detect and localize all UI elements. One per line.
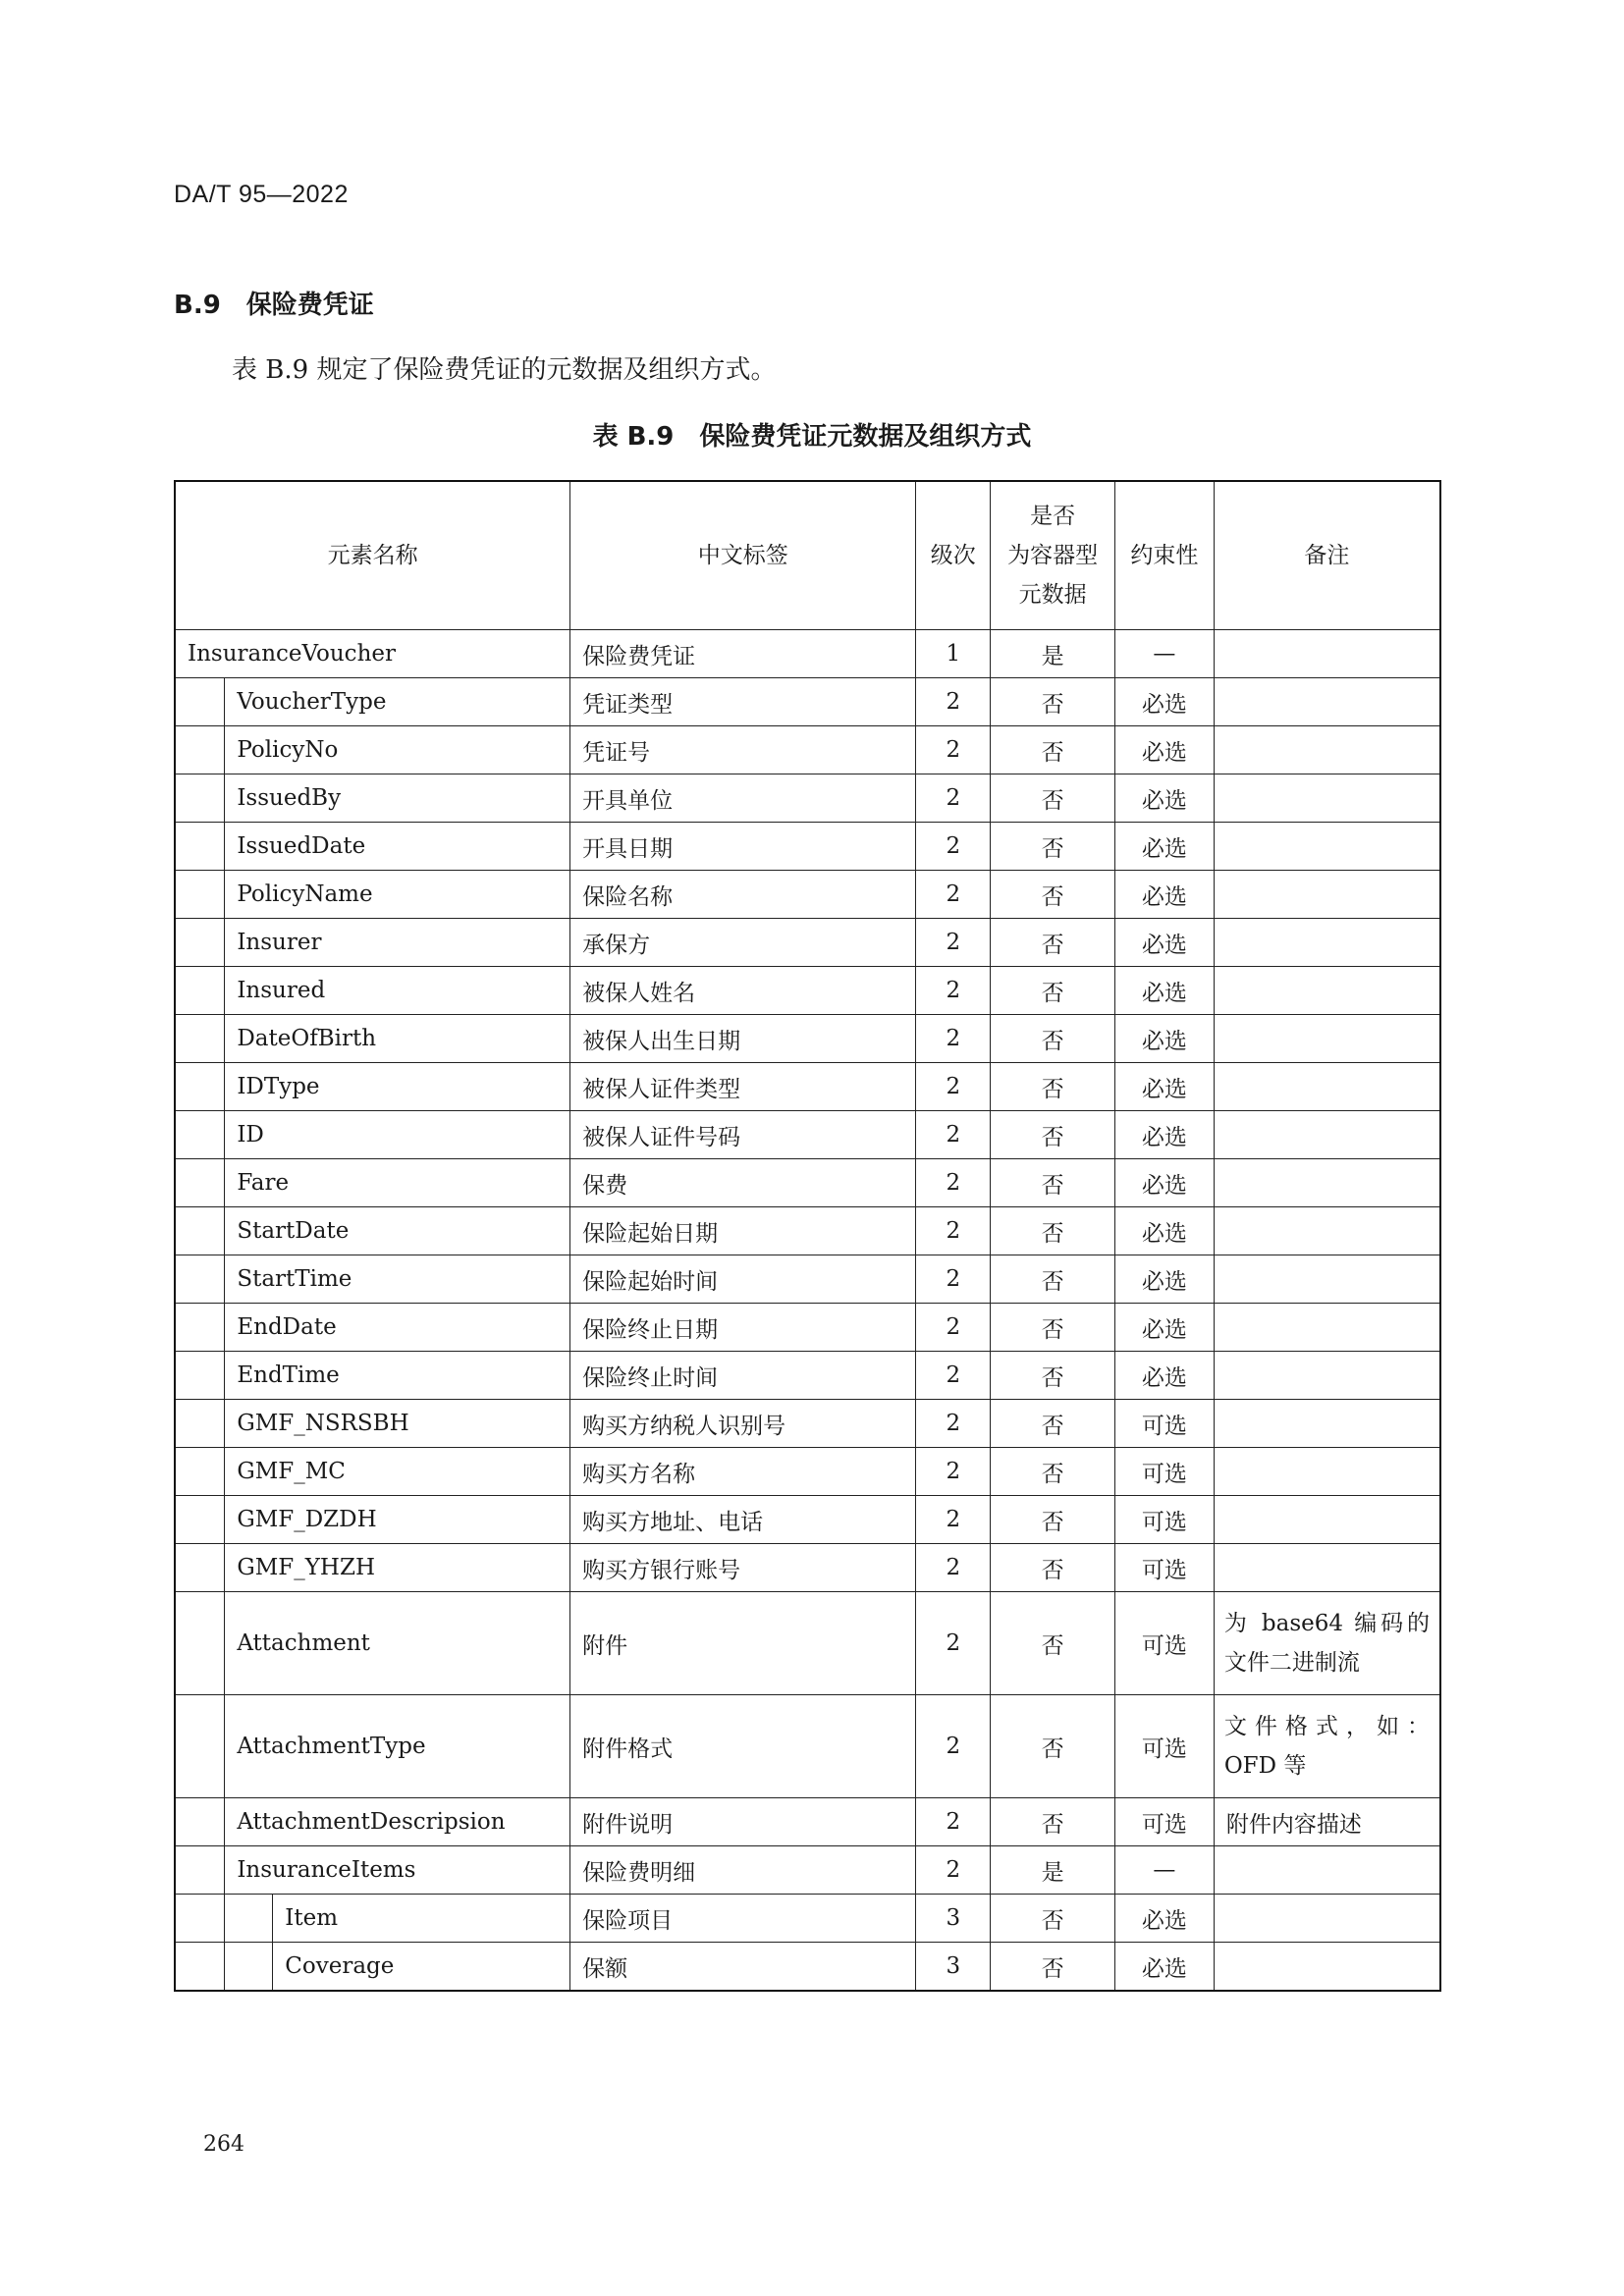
cell-is-container: 否 — [991, 967, 1115, 1015]
cell-constraint: 必选 — [1114, 919, 1214, 967]
indent-cell — [175, 1304, 225, 1352]
cell-level: 2 — [916, 774, 991, 823]
section-title: 保险费凭证 — [245, 291, 374, 320]
cell-chinese-label: 保险终止日期 — [570, 1304, 916, 1352]
cell-element-name: DateOfBirth — [225, 1015, 570, 1063]
cell-chinese-label: 保险费明细 — [570, 1846, 916, 1895]
cell-level: 2 — [916, 1063, 991, 1111]
cell-constraint: — — [1114, 630, 1214, 678]
header-chinese-label: 中文标签 — [570, 481, 916, 630]
cell-level: 1 — [916, 630, 991, 678]
header-constraint: 约束性 — [1114, 481, 1214, 630]
indent-cell — [175, 1015, 225, 1063]
cell-constraint: 必选 — [1114, 1352, 1214, 1400]
cell-remark — [1214, 1304, 1440, 1352]
cell-is-container: 否 — [991, 1943, 1115, 1992]
cell-level: 2 — [916, 1846, 991, 1895]
cell-chinese-label: 保险名称 — [570, 871, 916, 919]
table-number: 表 B.9 — [592, 422, 675, 452]
cell-is-container: 否 — [991, 1695, 1115, 1798]
cell-remark — [1214, 871, 1440, 919]
cell-chinese-label: 保险起始日期 — [570, 1207, 916, 1255]
indent-cell — [175, 1255, 225, 1304]
cell-level: 2 — [916, 1400, 991, 1448]
table-row — [175, 1895, 1440, 1943]
indent-cell — [175, 919, 225, 967]
cell-level: 2 — [916, 1255, 991, 1304]
cell-element-name: GMF_DZDH — [225, 1496, 570, 1544]
header-level: 级次 — [916, 481, 991, 630]
cell-remark: 文件格式，如：OFD 等 — [1214, 1695, 1440, 1798]
table-row — [175, 919, 1440, 967]
indent-cell — [175, 1063, 225, 1111]
indent-cell — [175, 1695, 225, 1798]
cell-is-container: 否 — [991, 1592, 1115, 1695]
cell-element-name: IssuedDate — [225, 823, 570, 871]
cell-remark — [1214, 1255, 1440, 1304]
indent-cell — [225, 1895, 273, 1943]
cell-element-name: Insured — [225, 967, 570, 1015]
cell-element-name: ID — [225, 1111, 570, 1159]
intro-paragraph: 表 B.9 规定了保险费凭证的元数据及组织方式。 — [232, 355, 777, 385]
cell-constraint: 必选 — [1114, 1304, 1214, 1352]
cell-chinese-label: 附件说明 — [570, 1798, 916, 1846]
table-row — [175, 967, 1440, 1015]
indent-cell — [175, 1207, 225, 1255]
cell-is-container: 否 — [991, 1798, 1115, 1846]
cell-level: 3 — [916, 1943, 991, 1992]
table-row — [175, 1015, 1440, 1063]
cell-chinese-label: 保险项目 — [570, 1895, 916, 1943]
cell-is-container: 否 — [991, 1400, 1115, 1448]
table-caption — [0, 416, 1624, 453]
indent-cell — [225, 1943, 273, 1992]
table-row — [175, 1352, 1440, 1400]
cell-is-container: 否 — [991, 726, 1115, 774]
cell-level: 2 — [916, 1352, 991, 1400]
indent-cell — [175, 1111, 225, 1159]
cell-element-name: EndTime — [225, 1352, 570, 1400]
cell-element-name: StartTime — [225, 1255, 570, 1304]
cell-chinese-label: 保费 — [570, 1159, 916, 1207]
cell-remark — [1214, 678, 1440, 726]
cell-is-container: 否 — [991, 1304, 1115, 1352]
cell-is-container: 否 — [991, 1496, 1115, 1544]
cell-element-name: Fare — [225, 1159, 570, 1207]
cell-constraint: 可选 — [1114, 1798, 1214, 1846]
cell-element-name: Item — [273, 1895, 570, 1943]
cell-element-name: PolicyNo — [225, 726, 570, 774]
table-row — [175, 1943, 1440, 1992]
cell-chinese-label: 承保方 — [570, 919, 916, 967]
cell-level: 2 — [916, 967, 991, 1015]
cell-level: 2 — [916, 678, 991, 726]
cell-chinese-label: 开具日期 — [570, 823, 916, 871]
section-number: B.9 — [174, 291, 221, 320]
cell-constraint: 必选 — [1114, 678, 1214, 726]
cell-constraint: 必选 — [1114, 1159, 1214, 1207]
cell-constraint: 可选 — [1114, 1400, 1214, 1448]
metadata-table — [174, 480, 1441, 1992]
cell-remark: 为 base64 编码的文件二进制流 — [1214, 1592, 1440, 1695]
cell-element-name: Insurer — [225, 919, 570, 967]
cell-constraint: 必选 — [1114, 1063, 1214, 1111]
cell-constraint: 可选 — [1114, 1592, 1214, 1695]
cell-level: 2 — [916, 1015, 991, 1063]
indent-cell — [175, 1544, 225, 1592]
cell-constraint: 必选 — [1114, 1015, 1214, 1063]
table-row — [175, 678, 1440, 726]
table-row — [175, 1255, 1440, 1304]
cell-constraint: 必选 — [1114, 1207, 1214, 1255]
cell-element-name: AttachmentType — [225, 1695, 570, 1798]
indent-cell — [175, 1943, 225, 1992]
table-row — [175, 1207, 1440, 1255]
cell-constraint: 必选 — [1114, 1943, 1214, 1992]
indent-cell — [175, 967, 225, 1015]
table-row — [175, 1496, 1440, 1544]
table-title: 保险费凭证元数据及组织方式 — [699, 422, 1032, 452]
cell-chinese-label: 凭证类型 — [570, 678, 916, 726]
cell-level: 2 — [916, 1111, 991, 1159]
cell-element-name: IDType — [225, 1063, 570, 1111]
cell-remark — [1214, 726, 1440, 774]
cell-remark — [1214, 1111, 1440, 1159]
cell-is-container: 否 — [991, 1895, 1115, 1943]
cell-element-name: GMF_YHZH — [225, 1544, 570, 1592]
cell-level: 2 — [916, 1304, 991, 1352]
header-is-container-line: 为容器型 — [1007, 543, 1099, 568]
cell-remark — [1214, 1015, 1440, 1063]
cell-is-container: 否 — [991, 823, 1115, 871]
cell-element-name: InsuranceItems — [225, 1846, 570, 1895]
header-element-name: 元素名称 — [175, 481, 570, 630]
cell-chinese-label: 被保人证件类型 — [570, 1063, 916, 1111]
cell-constraint: 必选 — [1114, 1895, 1214, 1943]
cell-remark — [1214, 1207, 1440, 1255]
cell-chinese-label: 开具单位 — [570, 774, 916, 823]
cell-is-container: 否 — [991, 1255, 1115, 1304]
cell-is-container: 否 — [991, 774, 1115, 823]
table-row — [175, 1159, 1440, 1207]
cell-remark — [1214, 1159, 1440, 1207]
indent-cell — [175, 823, 225, 871]
section-heading — [174, 285, 374, 321]
cell-constraint: 必选 — [1114, 774, 1214, 823]
cell-constraint: 可选 — [1114, 1448, 1214, 1496]
cell-element-name: StartDate — [225, 1207, 570, 1255]
table-row — [175, 1592, 1440, 1695]
cell-remark — [1214, 1448, 1440, 1496]
cell-chinese-label: 购买方地址、电话 — [570, 1496, 916, 1544]
cell-chinese-label: 被保人证件号码 — [570, 1111, 916, 1159]
cell-element-name: AttachmentDescripsion — [225, 1798, 570, 1846]
cell-constraint: 必选 — [1114, 871, 1214, 919]
indent-cell — [175, 1592, 225, 1695]
cell-is-container: 否 — [991, 871, 1115, 919]
cell-remark — [1214, 1846, 1440, 1895]
indent-cell — [175, 726, 225, 774]
cell-constraint: 可选 — [1114, 1695, 1214, 1798]
cell-is-container: 是 — [991, 630, 1115, 678]
header-remark: 备注 — [1214, 481, 1440, 630]
cell-chinese-label: 保险费凭证 — [570, 630, 916, 678]
cell-is-container: 否 — [991, 1159, 1115, 1207]
cell-level: 2 — [916, 1159, 991, 1207]
table-row — [175, 1798, 1440, 1846]
cell-remark — [1214, 630, 1440, 678]
indent-cell — [175, 1352, 225, 1400]
cell-element-name: GMF_MC — [225, 1448, 570, 1496]
cell-remark: 附件内容描述 — [1214, 1798, 1440, 1846]
cell-is-container: 否 — [991, 1544, 1115, 1592]
indent-cell — [175, 1846, 225, 1895]
header-is-container-line: 是否 — [1030, 504, 1076, 529]
table-row — [175, 774, 1440, 823]
cell-is-container: 否 — [991, 1207, 1115, 1255]
table-row — [175, 1063, 1440, 1111]
cell-is-container: 否 — [991, 1448, 1115, 1496]
cell-chinese-label: 购买方纳税人识别号 — [570, 1400, 916, 1448]
table-row — [175, 1400, 1440, 1448]
cell-level: 2 — [916, 1592, 991, 1695]
cell-element-name: InsuranceVoucher — [175, 630, 570, 678]
cell-is-container: 是 — [991, 1846, 1115, 1895]
cell-constraint: 可选 — [1114, 1544, 1214, 1592]
table-row — [175, 1544, 1440, 1592]
cell-chinese-label: 附件 — [570, 1592, 916, 1695]
cell-chinese-label: 凭证号 — [570, 726, 916, 774]
cell-level: 2 — [916, 871, 991, 919]
cell-element-name: Coverage — [273, 1943, 570, 1992]
cell-is-container: 否 — [991, 1015, 1115, 1063]
cell-is-container: 否 — [991, 1063, 1115, 1111]
cell-element-name: IssuedBy — [225, 774, 570, 823]
indent-cell — [175, 1159, 225, 1207]
cell-remark — [1214, 1544, 1440, 1592]
cell-constraint: 必选 — [1114, 1255, 1214, 1304]
cell-remark — [1214, 1063, 1440, 1111]
cell-remark — [1214, 1496, 1440, 1544]
cell-level: 2 — [916, 823, 991, 871]
cell-chinese-label: 购买方银行账号 — [570, 1544, 916, 1592]
cell-level: 2 — [916, 1695, 991, 1798]
cell-is-container: 否 — [991, 1352, 1115, 1400]
cell-chinese-label: 被保人出生日期 — [570, 1015, 916, 1063]
cell-remark — [1214, 1352, 1440, 1400]
cell-level: 2 — [916, 1448, 991, 1496]
table-row — [175, 871, 1440, 919]
cell-element-name: VoucherType — [225, 678, 570, 726]
indent-cell — [175, 678, 225, 726]
page-number: 264 — [203, 2132, 244, 2157]
cell-constraint: 可选 — [1114, 1496, 1214, 1544]
table-row — [175, 1448, 1440, 1496]
cell-constraint: 必选 — [1114, 823, 1214, 871]
table-row — [175, 1695, 1440, 1798]
cell-is-container: 否 — [991, 678, 1115, 726]
table-row — [175, 1111, 1440, 1159]
cell-chinese-label: 附件格式 — [570, 1695, 916, 1798]
cell-remark — [1214, 1895, 1440, 1943]
indent-cell — [175, 1496, 225, 1544]
cell-remark — [1214, 967, 1440, 1015]
cell-chinese-label: 保险起始时间 — [570, 1255, 916, 1304]
cell-remark — [1214, 774, 1440, 823]
cell-constraint: 必选 — [1114, 967, 1214, 1015]
cell-level: 2 — [916, 1496, 991, 1544]
table-row — [175, 823, 1440, 871]
indent-cell — [175, 1895, 225, 1943]
cell-remark — [1214, 1943, 1440, 1992]
table-row — [175, 1304, 1440, 1352]
cell-constraint: 必选 — [1114, 726, 1214, 774]
indent-cell — [175, 774, 225, 823]
cell-level: 2 — [916, 1544, 991, 1592]
cell-chinese-label: 保险终止时间 — [570, 1352, 916, 1400]
cell-remark — [1214, 1400, 1440, 1448]
cell-element-name: EndDate — [225, 1304, 570, 1352]
cell-remark — [1214, 823, 1440, 871]
cell-constraint: — — [1114, 1846, 1214, 1895]
header-is-container-line: 元数据 — [1018, 582, 1087, 608]
cell-element-name: PolicyName — [225, 871, 570, 919]
cell-chinese-label: 购买方名称 — [570, 1448, 916, 1496]
cell-level: 2 — [916, 726, 991, 774]
cell-chinese-label: 保额 — [570, 1943, 916, 1992]
table-header-row — [175, 481, 1440, 630]
cell-element-name: Attachment — [225, 1592, 570, 1695]
indent-cell — [175, 1798, 225, 1846]
cell-level: 2 — [916, 919, 991, 967]
cell-constraint: 必选 — [1114, 1111, 1214, 1159]
indent-cell — [175, 1400, 225, 1448]
document-code: DA/T 95—2022 — [174, 181, 349, 208]
cell-element-name: GMF_NSRSBH — [225, 1400, 570, 1448]
table-row — [175, 630, 1440, 678]
cell-remark — [1214, 919, 1440, 967]
table-row — [175, 1846, 1440, 1895]
header-is-container — [991, 481, 1115, 630]
cell-level: 3 — [916, 1895, 991, 1943]
cell-chinese-label: 被保人姓名 — [570, 967, 916, 1015]
cell-level: 2 — [916, 1207, 991, 1255]
cell-level: 2 — [916, 1798, 991, 1846]
cell-is-container: 否 — [991, 919, 1115, 967]
table-row — [175, 726, 1440, 774]
indent-cell — [175, 871, 225, 919]
indent-cell — [175, 1448, 225, 1496]
cell-is-container: 否 — [991, 1111, 1115, 1159]
